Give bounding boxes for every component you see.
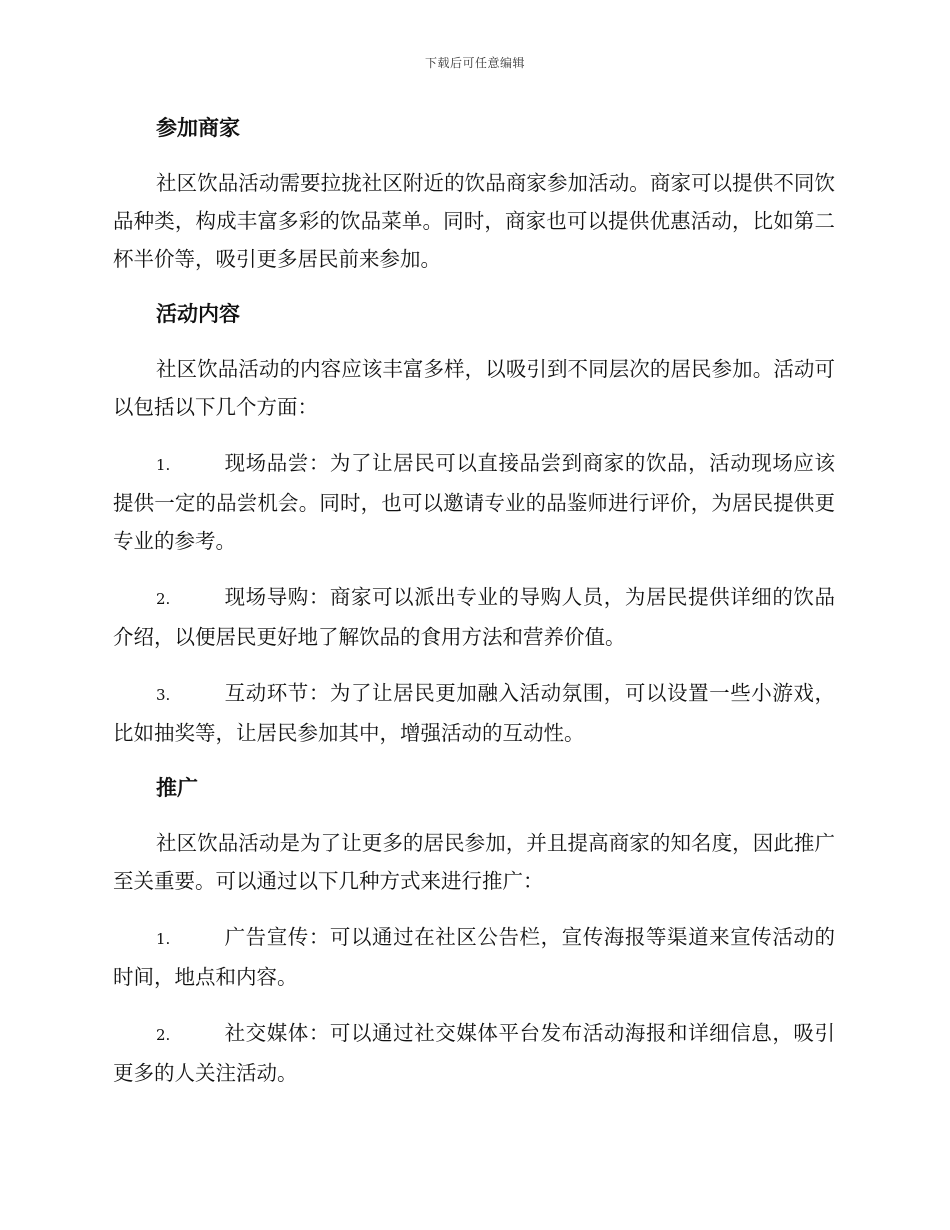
page-header: 下载后可任意编辑 (424, 56, 525, 70)
list-number: 1. (156, 930, 171, 948)
list-item (113, 918, 835, 996)
list-item (113, 674, 835, 752)
list-text: 现场导购：商家可以派出专业的导购人员，为居民提供详细的饮品介绍，以便居民更好地了解饮品的食用方法和营养价值。 (113, 585, 835, 649)
section-heading-content: 活动内容 (156, 302, 240, 326)
list-text: 现场品尝：为了让居民可以直接品尝到商家的饮品，活动现场应该提供一定的品尝机会。同时，也可以邀请专业的品鉴师进行评价，为居民提供更专业的参考。 (113, 451, 835, 553)
list-number: 2. (156, 590, 171, 608)
list-number: 2. (156, 1026, 171, 1044)
list-number: 1. (156, 456, 171, 474)
list-text: 社交媒体：可以通过社交媒体平台发布活动海报和详细信息，吸引更多的人关注活动。 (113, 1021, 835, 1085)
paragraph-promotion: 社区饮品活动是为了让更多的居民参加，并且提高商家的知名度，因此推广至关重要。可以通过以下几种方式来进行推广： (113, 831, 835, 893)
paragraph-merchants: 社区饮品活动需要拉拢社区附近的饮品商家参加活动。商家可以提供不同饮品种类，构成丰富多彩的饮品菜单。同时，商家也可以提供优惠活动，比如第二杯半价等，吸引更多居民前来参加。 (113, 171, 835, 271)
section-heading-promotion: 推广 (156, 776, 198, 800)
list-item (113, 1014, 835, 1092)
paragraph-content: 社区饮品活动的内容应该丰富多样，以吸引到不同层次的居民参加。活动可以包括以下几个方面： (113, 357, 835, 419)
list-text: 互动环节：为了让居民更加融入活动氛围，可以设置一些小游戏，比如抽奖等，让居民参加其中，增强活动的互动性。 (113, 681, 835, 745)
list-item (113, 578, 835, 656)
list-text: 广告宣传：可以通过在社区公告栏，宣传海报等渠道来宣传活动的时间，地点和内容。 (113, 925, 835, 989)
list-number: 3. (156, 686, 171, 704)
list-item (113, 444, 835, 560)
section-heading-merchants: 参加商家 (156, 116, 240, 140)
document-body (113, 110, 835, 1110)
